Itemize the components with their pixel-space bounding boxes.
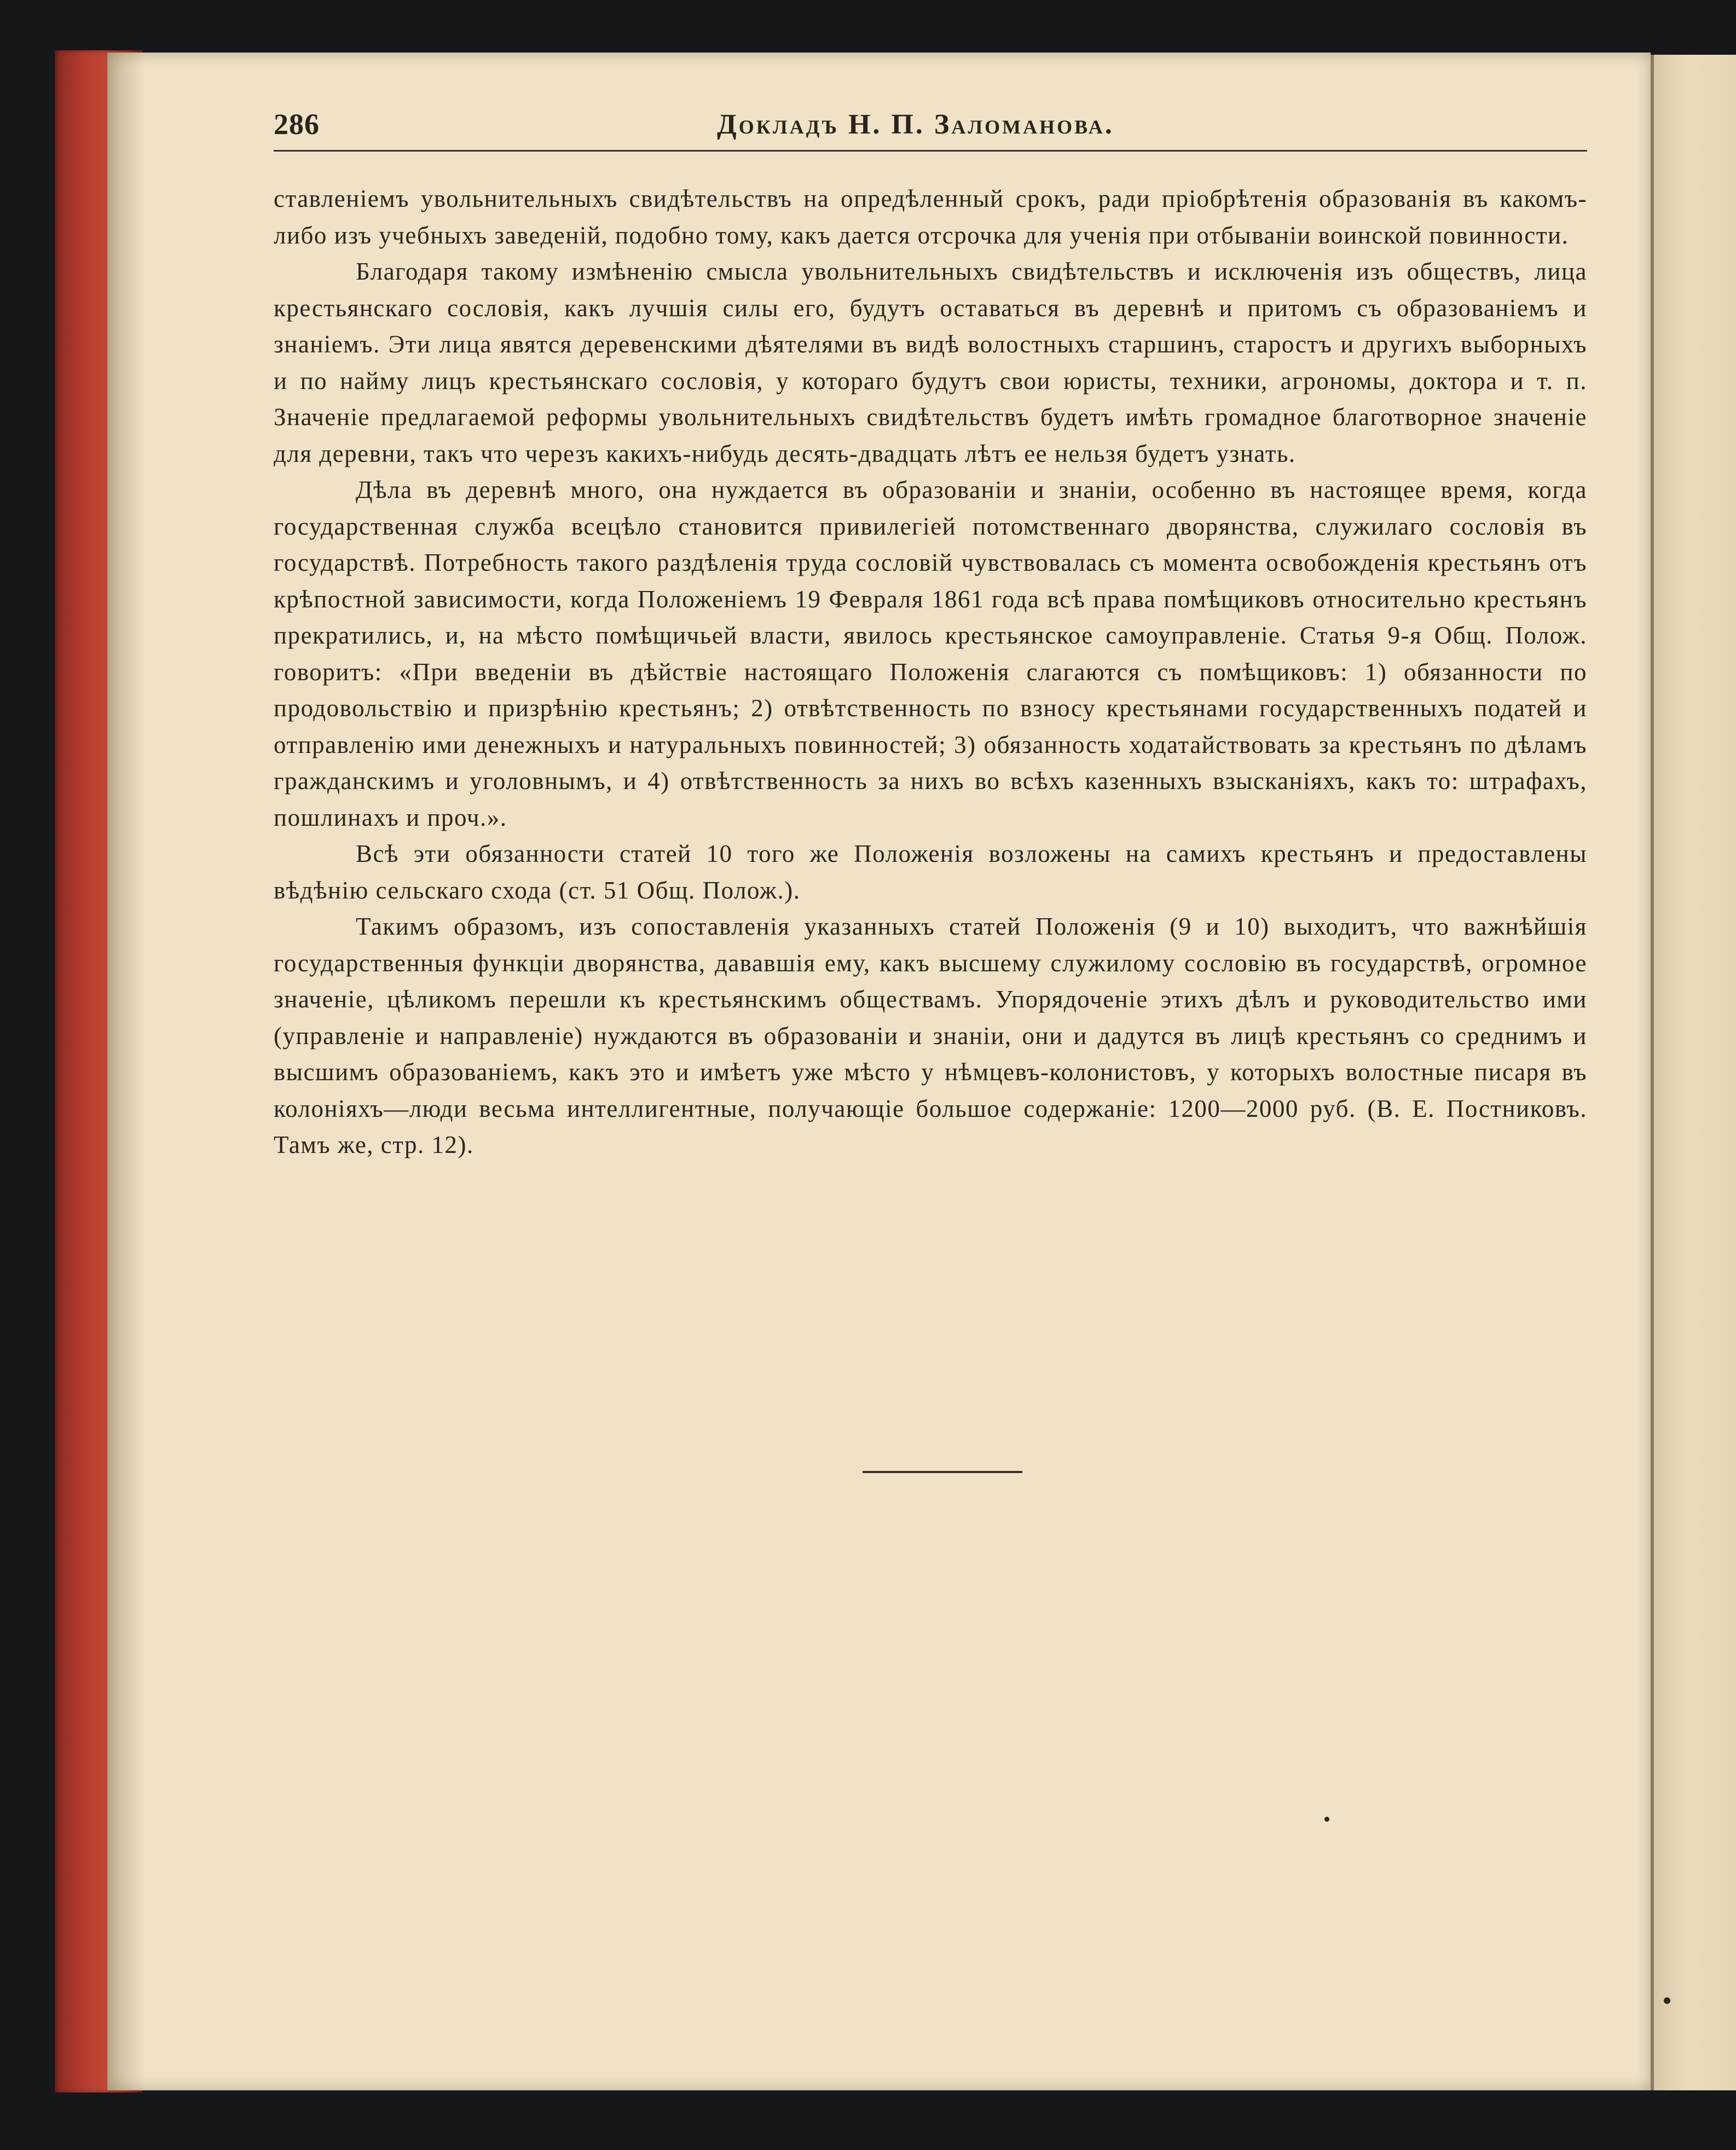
page-header [274,104,1587,148]
page-edge [1651,55,1736,2090]
paragraph: Такимъ образомъ, изъ сопоставленія указанныхъ статей Положенія (9 и 10) выходитъ, что важнѣйшія государственныя функціи дворянства, дававшія ему, какъ высшему служилому сословію въ государствѣ, огромное значеніе, цѣликомъ перешли къ крестьянскимъ обществамъ. Упорядоченіе этихъ дѣлъ и руководительство ими (управленіе и направленіе) нуждаются въ образованіи и знаніи, они и дадутся въ лицѣ крестьянъ со среднимъ и высшимъ образованіемъ, какъ это и имѣетъ уже мѣсто у нѣмцевъ-колонистовъ, у которыхъ волостные писаря въ колоніяхъ—люди весьма интеллигентные, получающіе большое содержаніе: 1200—2000 руб. (В. Е. Постниковъ. Тамъ же, стр. 12). [274,913,1587,1158]
paragraph: Дѣла въ деревнѣ много, она нуждается въ образованіи и знаніи, особенно въ настоящее время, когда государственная служба всецѣло становится привилегіей потомственнаго дворянства, служилаго сословія въ государствѣ. Потребность такого раздѣленія труда сословій чувствовалась съ момента освобожденія крестьянъ отъ крѣпостной зависимости, когда Положеніемъ 19 Февраля 1861 года всѣ права помѣщиковъ относительно крестьянъ прекратились, и, на мѣсто помѣщичьей власти, явилось крестьянское самоуправленіе. Статья 9-я Общ. Полож. говоритъ: «При введеніи въ дѣйствіе настоящаго Положенія слагаются съ помѣщиковъ: 1) обязанности по продовольствію и призрѣнію крестьянъ; 2) отвѣтственность по взносу крестьянами государственныхъ податей и отправленію ими денежныхъ и натуральныхъ повинностей; 3) обязанность ходатайствовать за крестьянъ по дѣламъ гражданскимъ и уголовнымъ, и 4) отвѣтственность за нихъ во всѣхъ казенныхъ взысканіяхъ, какъ то: штрафахъ, пошлинахъ и проч.». [274,476,1587,831]
running-title: Докладъ Н. П. Заломанова. [717,109,1114,140]
header-rule [274,150,1587,152]
ink-speck [1324,1817,1329,1822]
ink-speck [1664,1997,1670,2004]
paragraph: ставленіемъ увольнительныхъ свидѣтельствъ на опредѣленный срокъ, ради пріобрѣтенія образованія въ какомъ-либо изъ учебныхъ заведеній, подобно тому, какъ дается отсрочка для ученія при отбываніи воинской повинности. [274,185,1587,249]
page-number: 286 [274,108,320,141]
paragraph: Благодаря такому измѣненію смысла увольнительныхъ свидѣтельствъ и исключенія изъ обществъ, лица крестьянскаго сословія, какъ лучшія силы его, будутъ оставаться въ деревнѣ и притомъ съ образованіемъ и знаніемъ. Эти лица явятся деревенскими дѣятелями въ видѣ волостныхъ старшинъ, старостъ и другихъ выборныхъ и по найму лицъ крестьянскаго сословія, у котораго будутъ свои юристы, техники, агрономы, доктора и т. п. Значеніе предлагаемой реформы увольнительныхъ свидѣтельствъ будетъ имѣть громадное благотворное значеніе для деревни, такъ что черезъ какихъ-нибудь десять-двадцать лѣтъ ее нельзя будетъ узнать. [274,258,1587,467]
paragraph: Всѣ эти обязанности статей 10 того же Положенія возложены на самихъ крестьянъ и предоставлены вѣдѣнію сельскаго схода (ст. 51 Общ. Полож.). [274,840,1587,904]
end-rule [863,1471,1022,1473]
body-text [274,181,1587,1163]
